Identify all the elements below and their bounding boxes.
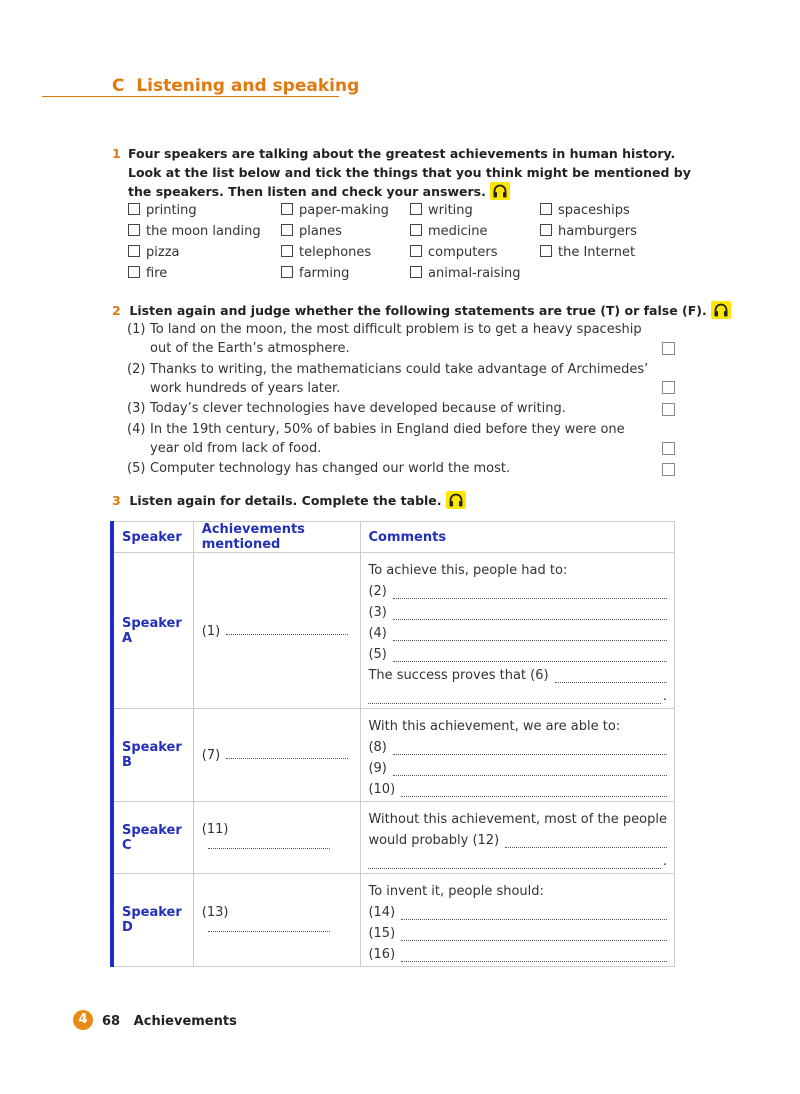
headphones-icon[interactable] <box>490 182 510 200</box>
statement-number: (5) <box>127 461 146 476</box>
option-label: spaceships <box>558 203 630 218</box>
blank-label: (5) <box>368 647 387 662</box>
statement-text: To land on the moon, the most difficult problem is to get a heavy spaceship out of the Earth’s atmosphere. <box>150 322 642 356</box>
comment-intro: With this achievement, we are able to: <box>368 719 621 734</box>
checkbox[interactable] <box>128 224 140 236</box>
checkbox[interactable] <box>410 203 422 215</box>
checkbox[interactable] <box>540 224 552 236</box>
checkbox[interactable] <box>410 224 422 236</box>
option-label: animal-raising <box>428 266 521 281</box>
answer-blank[interactable] <box>368 692 660 704</box>
section-title: C Listening and speaking <box>112 76 360 96</box>
blank-label: (16) <box>368 947 396 962</box>
answer-blank[interactable] <box>208 920 330 932</box>
statement-item <box>127 361 647 398</box>
option-label: pizza <box>146 245 180 260</box>
speaker-label: Speaker B <box>112 709 193 802</box>
statement-number: (3) <box>127 401 146 416</box>
statement-text: Today’s clever technologies have developed because of writing. <box>150 401 566 416</box>
checkbox[interactable] <box>281 203 293 215</box>
answer-blank[interactable] <box>393 743 667 755</box>
blank-label: (4) <box>368 626 387 641</box>
question-1-text: Four speakers are talking about the greatest achievements in human history. Look at the list below and tick the things that you think might be mentioned by the speakers. Then listen and check your answers. <box>128 146 691 199</box>
table-header-row <box>112 522 675 553</box>
answer-box[interactable] <box>662 381 675 394</box>
blank-label: (11) <box>201 822 229 837</box>
blank-label: (2) <box>368 584 387 599</box>
question-2-text: Listen again and judge whether the following statements are true (T) or false (F). <box>129 303 707 318</box>
page-number: 68 <box>102 1014 121 1029</box>
table-row: Speaker C (11) Without this achievement, most of the people would probably (12) . <box>112 802 675 874</box>
statement-item <box>127 421 647 458</box>
answer-blank[interactable] <box>401 908 667 920</box>
comment-intro: To achieve this, people had to: <box>368 563 568 578</box>
option-label: fire <box>146 266 168 281</box>
statement-number: (1) <box>127 322 146 337</box>
question-3 <box>112 491 466 509</box>
table-row: Speaker A (1) To achieve this, people had to: (2) (3) (4) (5) The success proves that (6) . <box>112 553 675 709</box>
option-label: hamburgers <box>558 224 637 239</box>
answer-blank[interactable] <box>401 950 667 962</box>
checkbox[interactable] <box>281 245 293 257</box>
option-label: printing <box>146 203 197 218</box>
blank-label: (15) <box>368 926 396 941</box>
blank-label: (14) <box>368 905 396 920</box>
option-item[interactable] <box>281 203 389 218</box>
blank-label: (10) <box>368 782 396 797</box>
answer-box[interactable] <box>662 442 675 455</box>
checkbox[interactable] <box>540 245 552 257</box>
question-3-text: Listen again for details. Complete the table. <box>129 493 442 508</box>
checkbox[interactable] <box>128 266 140 278</box>
page-footer <box>102 1014 237 1029</box>
statement-item <box>127 321 647 358</box>
speaker-label: Speaker C <box>112 802 193 874</box>
blank-label: (1) <box>201 623 221 639</box>
comment-intro: To invent it, people should: <box>368 884 544 899</box>
headphones-icon[interactable] <box>446 491 466 509</box>
answer-blank[interactable] <box>393 608 667 620</box>
blank-label: (7) <box>201 748 221 763</box>
blank-label: (3) <box>368 605 387 620</box>
answer-box[interactable] <box>662 403 675 416</box>
option-item[interactable] <box>540 245 635 260</box>
question-number: 1 <box>112 146 121 161</box>
option-label: computers <box>428 245 498 260</box>
option-item[interactable] <box>540 203 630 218</box>
unit-badge: 4 <box>73 1010 93 1030</box>
speaker-label: Speaker A <box>112 553 193 709</box>
answer-blank[interactable] <box>393 650 667 662</box>
checkbox[interactable] <box>281 224 293 236</box>
question-2 <box>112 301 731 319</box>
option-item[interactable] <box>410 203 473 218</box>
question-1 <box>112 145 692 202</box>
unit-title: Achievements <box>133 1014 237 1029</box>
option-item[interactable] <box>128 224 261 239</box>
checkbox[interactable] <box>128 203 140 215</box>
option-item[interactable] <box>281 266 349 281</box>
answer-blank[interactable] <box>555 671 667 683</box>
question-number: 3 <box>112 493 121 508</box>
answer-box[interactable] <box>662 342 675 355</box>
option-item[interactable] <box>281 224 342 239</box>
option-item[interactable] <box>128 203 197 218</box>
option-label: writing <box>428 203 473 218</box>
blank-label: The success proves that (6) <box>368 668 549 683</box>
answer-blank[interactable] <box>393 587 667 599</box>
table-row <box>112 874 675 967</box>
table-row <box>112 709 675 802</box>
statement-number: (2) <box>127 362 146 377</box>
statement-text: Thanks to writing, the mathematicians could take advantage of Archimedes’ work hundreds of years later. <box>150 362 649 396</box>
option-label: telephones <box>299 245 372 260</box>
option-item[interactable] <box>410 245 497 260</box>
headphones-icon[interactable] <box>711 301 731 319</box>
answer-box[interactable] <box>662 463 675 476</box>
statement-text: In the 19th century, 50% of babies in England died before they were one year old from lack of food. <box>150 422 625 456</box>
statement-number: (4) <box>127 422 146 437</box>
blank-label: (13) <box>201 904 229 920</box>
comment-intro: Without this achievement, most of the people <box>368 812 667 827</box>
details-table <box>110 521 675 967</box>
option-label: the moon landing <box>146 224 261 239</box>
option-item[interactable] <box>410 224 488 239</box>
option-item[interactable] <box>540 224 637 239</box>
option-label: paper-making <box>299 203 389 218</box>
option-label: the Internet <box>558 245 636 260</box>
blank-label: (9) <box>368 761 387 776</box>
answer-blank[interactable] <box>208 837 330 849</box>
answer-blank[interactable] <box>226 747 348 759</box>
statement-text: Computer technology has changed our world the most. <box>150 461 511 476</box>
checkbox[interactable] <box>410 245 422 257</box>
answer-blank[interactable] <box>401 785 667 797</box>
statement-item <box>127 460 647 479</box>
option-item[interactable] <box>410 266 521 281</box>
answer-blank[interactable] <box>368 857 660 869</box>
answer-blank[interactable] <box>393 629 667 641</box>
checkbox[interactable] <box>410 266 422 278</box>
option-label: planes <box>299 224 342 239</box>
option-label: medicine <box>428 224 488 239</box>
answer-blank[interactable] <box>505 836 667 848</box>
option-label: farming <box>299 266 350 281</box>
option-item[interactable] <box>281 245 371 260</box>
header-speaker: Speaker <box>112 522 193 553</box>
option-item[interactable] <box>128 245 179 260</box>
header-comments: Comments <box>361 522 675 553</box>
header-achievements: Achievements mentioned <box>193 522 361 553</box>
speaker-label: Speaker D <box>112 874 193 967</box>
section-rule <box>42 96 339 97</box>
option-item[interactable] <box>128 266 167 281</box>
question-number: 2 <box>112 303 121 318</box>
checkbox[interactable] <box>281 266 293 278</box>
blank-label: would probably (12) <box>368 833 500 848</box>
blank-label: (8) <box>368 740 387 755</box>
answer-blank[interactable] <box>401 929 667 941</box>
checkbox[interactable] <box>540 203 552 215</box>
answer-blank[interactable] <box>226 623 348 635</box>
checkbox[interactable] <box>128 245 140 257</box>
answer-blank[interactable] <box>393 764 667 776</box>
statement-item <box>127 400 647 419</box>
